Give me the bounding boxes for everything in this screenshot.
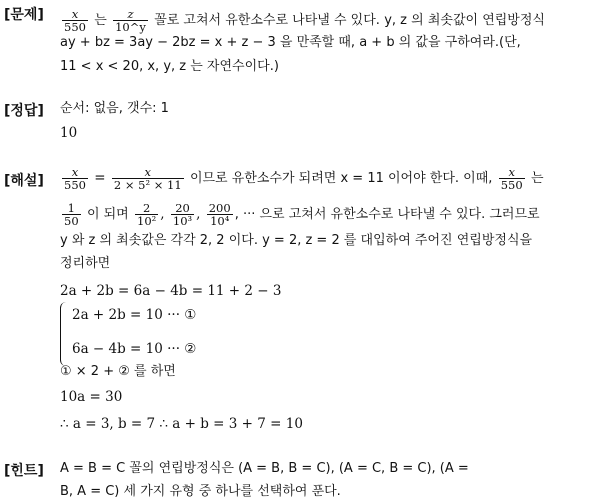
equation-system <box>60 302 360 368</box>
fraction-x-over-550: $\frac{x}{550}$ <box>64 165 86 192</box>
hint-line-1: A = B = C 꼴의 연립방정식은 (A = B, B = C), (A = C, B = C), (A = <box>60 461 469 476</box>
problem-line-3: 11 < x < 20, x, y, z 는 자연수이다.) <box>60 59 279 74</box>
answer-value: 10 <box>60 125 78 141</box>
hint-line-2: B, A = C) 세 가지 유형 중 하나를 선택하여 푼다. <box>60 484 341 499</box>
fraction-2-over-100: $\frac{2}{\text{10²}}$ <box>137 201 157 228</box>
fraction-200-over-10000: $\frac{200}{\text{10⁴}}$ <box>208 201 231 228</box>
answer-tag: [정답] <box>4 103 44 119</box>
solution-line-2: $\frac{1}{50}$ 이 되며 $\frac{2}{\text{10²}}$ , $\frac{20}{\text{10³}}$ , $\frac{200}{\text{10⁴}}$ , ··· 으로 고쳐서 유한소수로 나타낼 수 있다. 그러므로 <box>64 201 540 228</box>
system-equation-1: 2a + 2b = 10 ··· ① <box>72 307 197 323</box>
solution-equation: 2a + 2b = 6a − 4b = 11 + 2 − 3 <box>60 283 282 299</box>
solution-line-7: 10a = 30 <box>60 389 123 405</box>
fraction-z-over-10y: $\frac{z}{10\^{}y}$ <box>115 7 146 34</box>
fraction-20-over-1000: $\frac{20}{\text{10³}}$ <box>172 201 193 228</box>
solution-line-3: y 와 z 의 최솟값은 각각 2, 2 이다. y = 2, z = 2 를 대입하여 주어진 연립방정식을 <box>60 233 533 248</box>
brace-icon <box>60 302 69 366</box>
problem-line-2: ay + bz = 3ay − 2bz = x + z − 3 을 만족할 때, a + b 의 값을 구하여라.(단, <box>60 35 521 50</box>
solution-conclusion: ∴ a = 3, b = 7 ∴ a + b = 3 + 7 = 10 <box>60 416 303 432</box>
solution-tag: [해설] <box>4 173 44 189</box>
solution-line-4: 정리하면 <box>60 256 111 271</box>
fraction-x-over-550: $\frac{x}{550}$ <box>64 7 86 34</box>
hint-tag: [힌트] <box>4 463 44 479</box>
answer-line-1: 순서: 없음, 갯수: 1 <box>60 101 169 116</box>
system-equation-2: 6a − 4b = 10 ··· ② <box>72 341 197 357</box>
problem-tag: [문제] <box>4 7 44 23</box>
solution-line-6: ① × 2 + ② 를 하면 <box>60 364 176 379</box>
problem-line-1: $\frac{x}{550}$ 는 $\frac{z}{10\^{}y}$ 꼴로 고쳐서 유한소수로 나타낼 수 있다. y, z 의 최솟값이 연립방정식 <box>64 7 545 34</box>
fraction-1-over-50: $\frac{1}{50}$ <box>64 201 79 228</box>
solution-line-1: $\frac{x}{550}$ = $\frac{x}{\text{2 × 5² × 11}}$ 이므로 유한소수가 되려면 x = 11 이어야 한다. 이때, $\frac{x}{550}$ 는 <box>64 165 544 192</box>
fraction-factored: $\frac{x}{\text{2 × 5² × 11}}$ <box>113 165 182 192</box>
fraction-x-over-550-b: $\frac{x}{550}$ <box>500 165 523 192</box>
